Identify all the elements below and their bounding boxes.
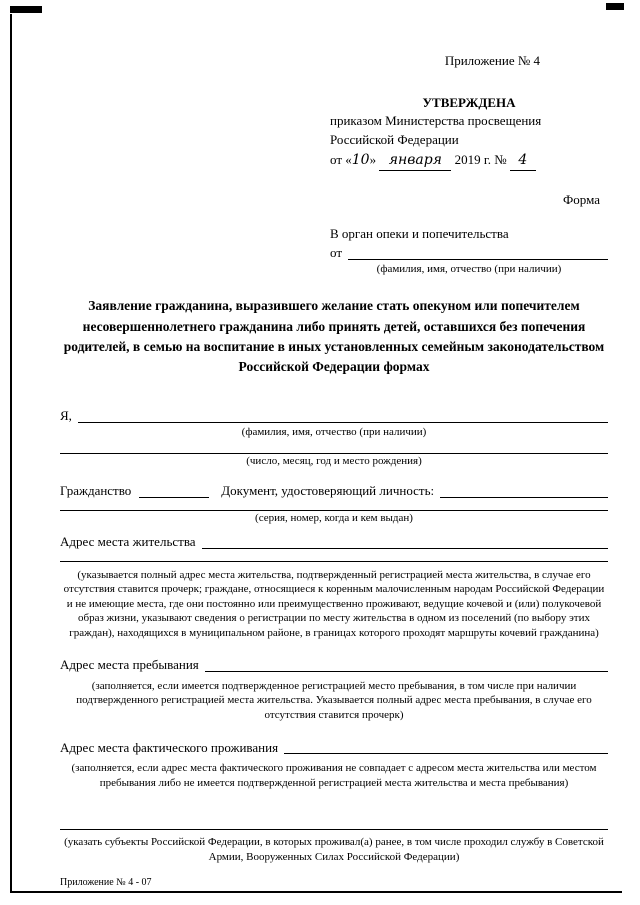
- applicant-name-row: [60, 407, 608, 425]
- handwritten-day: 10: [351, 152, 370, 169]
- scan-edge-bottom: [10, 891, 622, 893]
- addressee-org-line: В орган опеки и попечительства: [330, 225, 509, 241]
- addressee-block: [330, 225, 608, 276]
- citizenship-document-row: [60, 482, 608, 500]
- identity-document-blank-line: [440, 497, 608, 498]
- date-suffix: 2019 г. №: [454, 152, 507, 168]
- applicant-fio-hint: (фамилия, имя, отчество (при наличии): [241, 425, 427, 438]
- from-name-blank-line: [348, 259, 608, 260]
- stay-address-hint: (заполняется, если имеется подтвержденное регистрацией место пребывания, в том числе при наличии подтвержденного регистрацией места жительства. Указывается полный адрес места пребывания, в случае его отсутствия ставится прочерк): [76, 679, 592, 721]
- date-prefix: от «: [330, 152, 352, 168]
- approved-line-ministry: приказом Министерства просвещения: [330, 113, 542, 129]
- approved-title: УТВЕРЖДЕНА: [422, 94, 516, 110]
- approved-date-line: [330, 150, 608, 171]
- citizenship-label: Гражданство: [60, 483, 132, 499]
- actual-address-row: [60, 739, 608, 757]
- citizenship-blank-line: [139, 497, 209, 498]
- residence-address-label: Адрес места жительства: [60, 534, 196, 550]
- from-label: от: [330, 245, 343, 261]
- addressee-fio-hint: (фамилия, имя, отчество (при наличии): [376, 263, 562, 276]
- prior-regions-blank-line: [60, 822, 608, 830]
- residence-address-blank-line: [202, 548, 608, 549]
- page-footer-code: Приложение № 4 - 07: [60, 877, 152, 889]
- stay-address-label: Адрес места пребывания: [60, 657, 199, 673]
- document-content: [60, 52, 608, 890]
- applicant-name-blank-line: [78, 422, 608, 423]
- actual-address-hint: (заполняется, если адрес места фактического проживания не совпадает с адресом места жительства или местом пребывания либо не имеется подтвержденной регистрацией места жительства и места пребывания): [71, 762, 597, 789]
- scan-mark-top-left: [10, 6, 42, 13]
- birth-info-hint: (число, месяц, год и место рождения): [246, 455, 422, 468]
- birth-info-blank-line: [60, 439, 608, 454]
- approved-line-federation: Российской Федерации: [330, 132, 459, 148]
- ya-label: Я,: [60, 408, 72, 424]
- appendix-label: Приложение № 4: [444, 53, 540, 68]
- application-title: Заявление гражданина, выразившего желание стать опекуном или попечителем несовершеннолетнего гражданина либо принять детей, оставшихся без попечения родителей, в семью на воспитание в иных установленных семейным законодательством Российской Федерации формах: [63, 298, 605, 375]
- addressee-from-row: [330, 244, 608, 262]
- actual-address-blank-line: [284, 753, 608, 754]
- residence-address-blank-line-2: [60, 551, 608, 562]
- identity-document-label: Документ, удостоверяющий личность:: [221, 483, 435, 499]
- residence-address-row: [60, 533, 608, 551]
- handwritten-order-number: 4: [510, 150, 536, 171]
- date-infix: »: [369, 152, 377, 168]
- form-type-label: Форма: [563, 192, 600, 208]
- scan-mark-top-right: [606, 3, 624, 10]
- document-details-blank-line: [60, 500, 608, 511]
- handwritten-month: января: [379, 150, 451, 171]
- approval-stamp-block: [330, 94, 608, 172]
- stay-address-blank-line: [205, 671, 608, 672]
- prior-regions-hint: (указать субъекты Российской Федерации, в которых проживал(а) ранее, в том числе проходил службу в Советской Армии, Вооруженных Силах Российской Федерации): [64, 836, 604, 863]
- actual-address-label: Адрес места фактического проживания: [60, 739, 279, 755]
- scan-edge-left: [10, 14, 12, 893]
- stay-address-row: [60, 656, 608, 674]
- residence-address-hint: (указывается полный адрес места жительства, подтвержденный регистрацией места жительства, в случае его отсутствия ставится прочерк; граждане, относящиеся к коренным малочисленным народам Российской Федерации и не имеющие места, где они постоянно или преимущественно проживают, ведущие кочевой и (или) полукочевой образ жизни, указывают сведения о регистрации по месту жительства в одном из поселений (по выбору этих граждан), находящихся в муниципальном районе, в границах которого проходят маршруты кочевий гражданина): [63, 568, 605, 639]
- document-details-hint: (серия, номер, когда и кем выдан): [255, 512, 413, 524]
